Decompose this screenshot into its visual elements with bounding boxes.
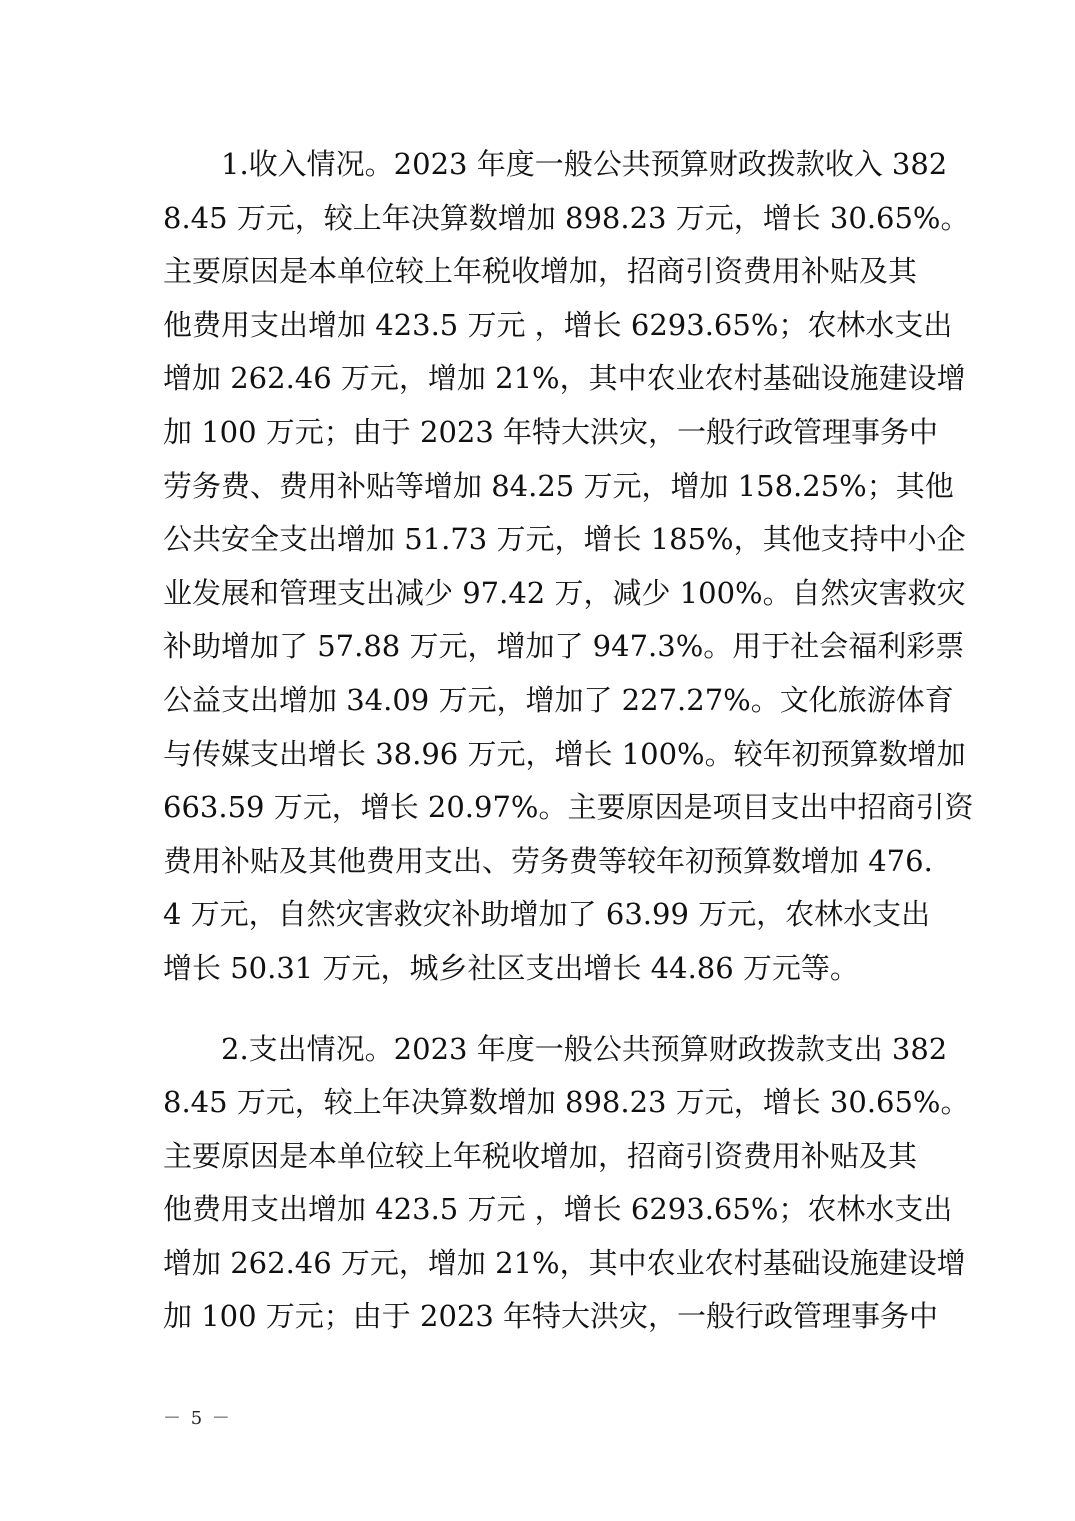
text-line: 663.59 万元，增长 20.97%。主要原因是项目支出中招商引资 (163, 790, 974, 825)
text-line: 主要原因是本单位较上年税收增加，招商引资费用补贴及其 (163, 254, 918, 289)
paragraph-spacer (163, 996, 915, 1023)
text-line: 增加 262.46 万元，增加 21%，其中农业农村基础设施建设增 (163, 361, 966, 396)
text-line: 与传媒支出增长 38.96 万元，增长 100%。较年初预算数增加 (163, 736, 966, 771)
text-line: 他费用支出增加 423.5 万元 ，增长 6293.65%；农林水支出 (163, 1192, 953, 1227)
page-number: － 5 － (163, 1408, 232, 1429)
text-line: 1.收入情况。2023 年度一般公共预算财政拨款收入 382 (221, 147, 948, 181)
text-line: 加 100 万元；由于 2023 年特大洪灾，一般行政管理事务中 (163, 414, 939, 449)
text-line: 公共安全支出增加 51.73 万元，增长 185%，其他支持中小企 (163, 522, 966, 557)
text-line: 增加 262.46 万元，增加 21%，其中农业农村基础设施建设增 (163, 1245, 966, 1280)
text-line: 公益支出增加 34.09 万元，增加了 227.27%。文化旅游体育 (163, 682, 954, 717)
paragraph-expenditure (163, 1023, 970, 1345)
text-line: 4 万元，自然灾害救灾补助增加了 63.99 万元，农林水支出 (163, 897, 931, 932)
text-line: 劳务费、费用补贴等增加 84.25 万元，增加 158.25%；其他 (163, 468, 954, 503)
body-text (163, 138, 974, 1344)
text-line: 2.支出情况。2023 年度一般公共预算财政拨款支出 382 (221, 1031, 948, 1066)
text-line: 他费用支出增加 423.5 万元 ，增长 6293.65%；农林水支出 (163, 307, 953, 342)
text-line: 主要原因是本单位较上年税收增加，招商引资费用补贴及其 (163, 1138, 918, 1173)
text-line: 补助增加了 57.88 万元，增加了 947.3%。用于社会福利彩票 (163, 629, 965, 664)
text-line: 8.45 万元，较上年决算数增加 898.23 万元，增长 30.65%。 (163, 200, 970, 235)
text-line: 8.45 万元，较上年决算数增加 898.23 万元，增长 30.65%。 (163, 1085, 970, 1120)
text-line: 增长 50.31 万元，城乡社区支出增长 44.86 万元等。 (163, 950, 859, 985)
paragraph-income (163, 138, 974, 996)
text-line: 费用补贴及其他费用支出、劳务费等较年初预算数增加 476. (163, 843, 933, 878)
text-line: 加 100 万元；由于 2023 年特大洪灾，一般行政管理事务中 (163, 1299, 939, 1334)
text-line: 业发展和管理支出减少 97.42 万，减少 100%。自然灾害救灾 (163, 575, 966, 610)
